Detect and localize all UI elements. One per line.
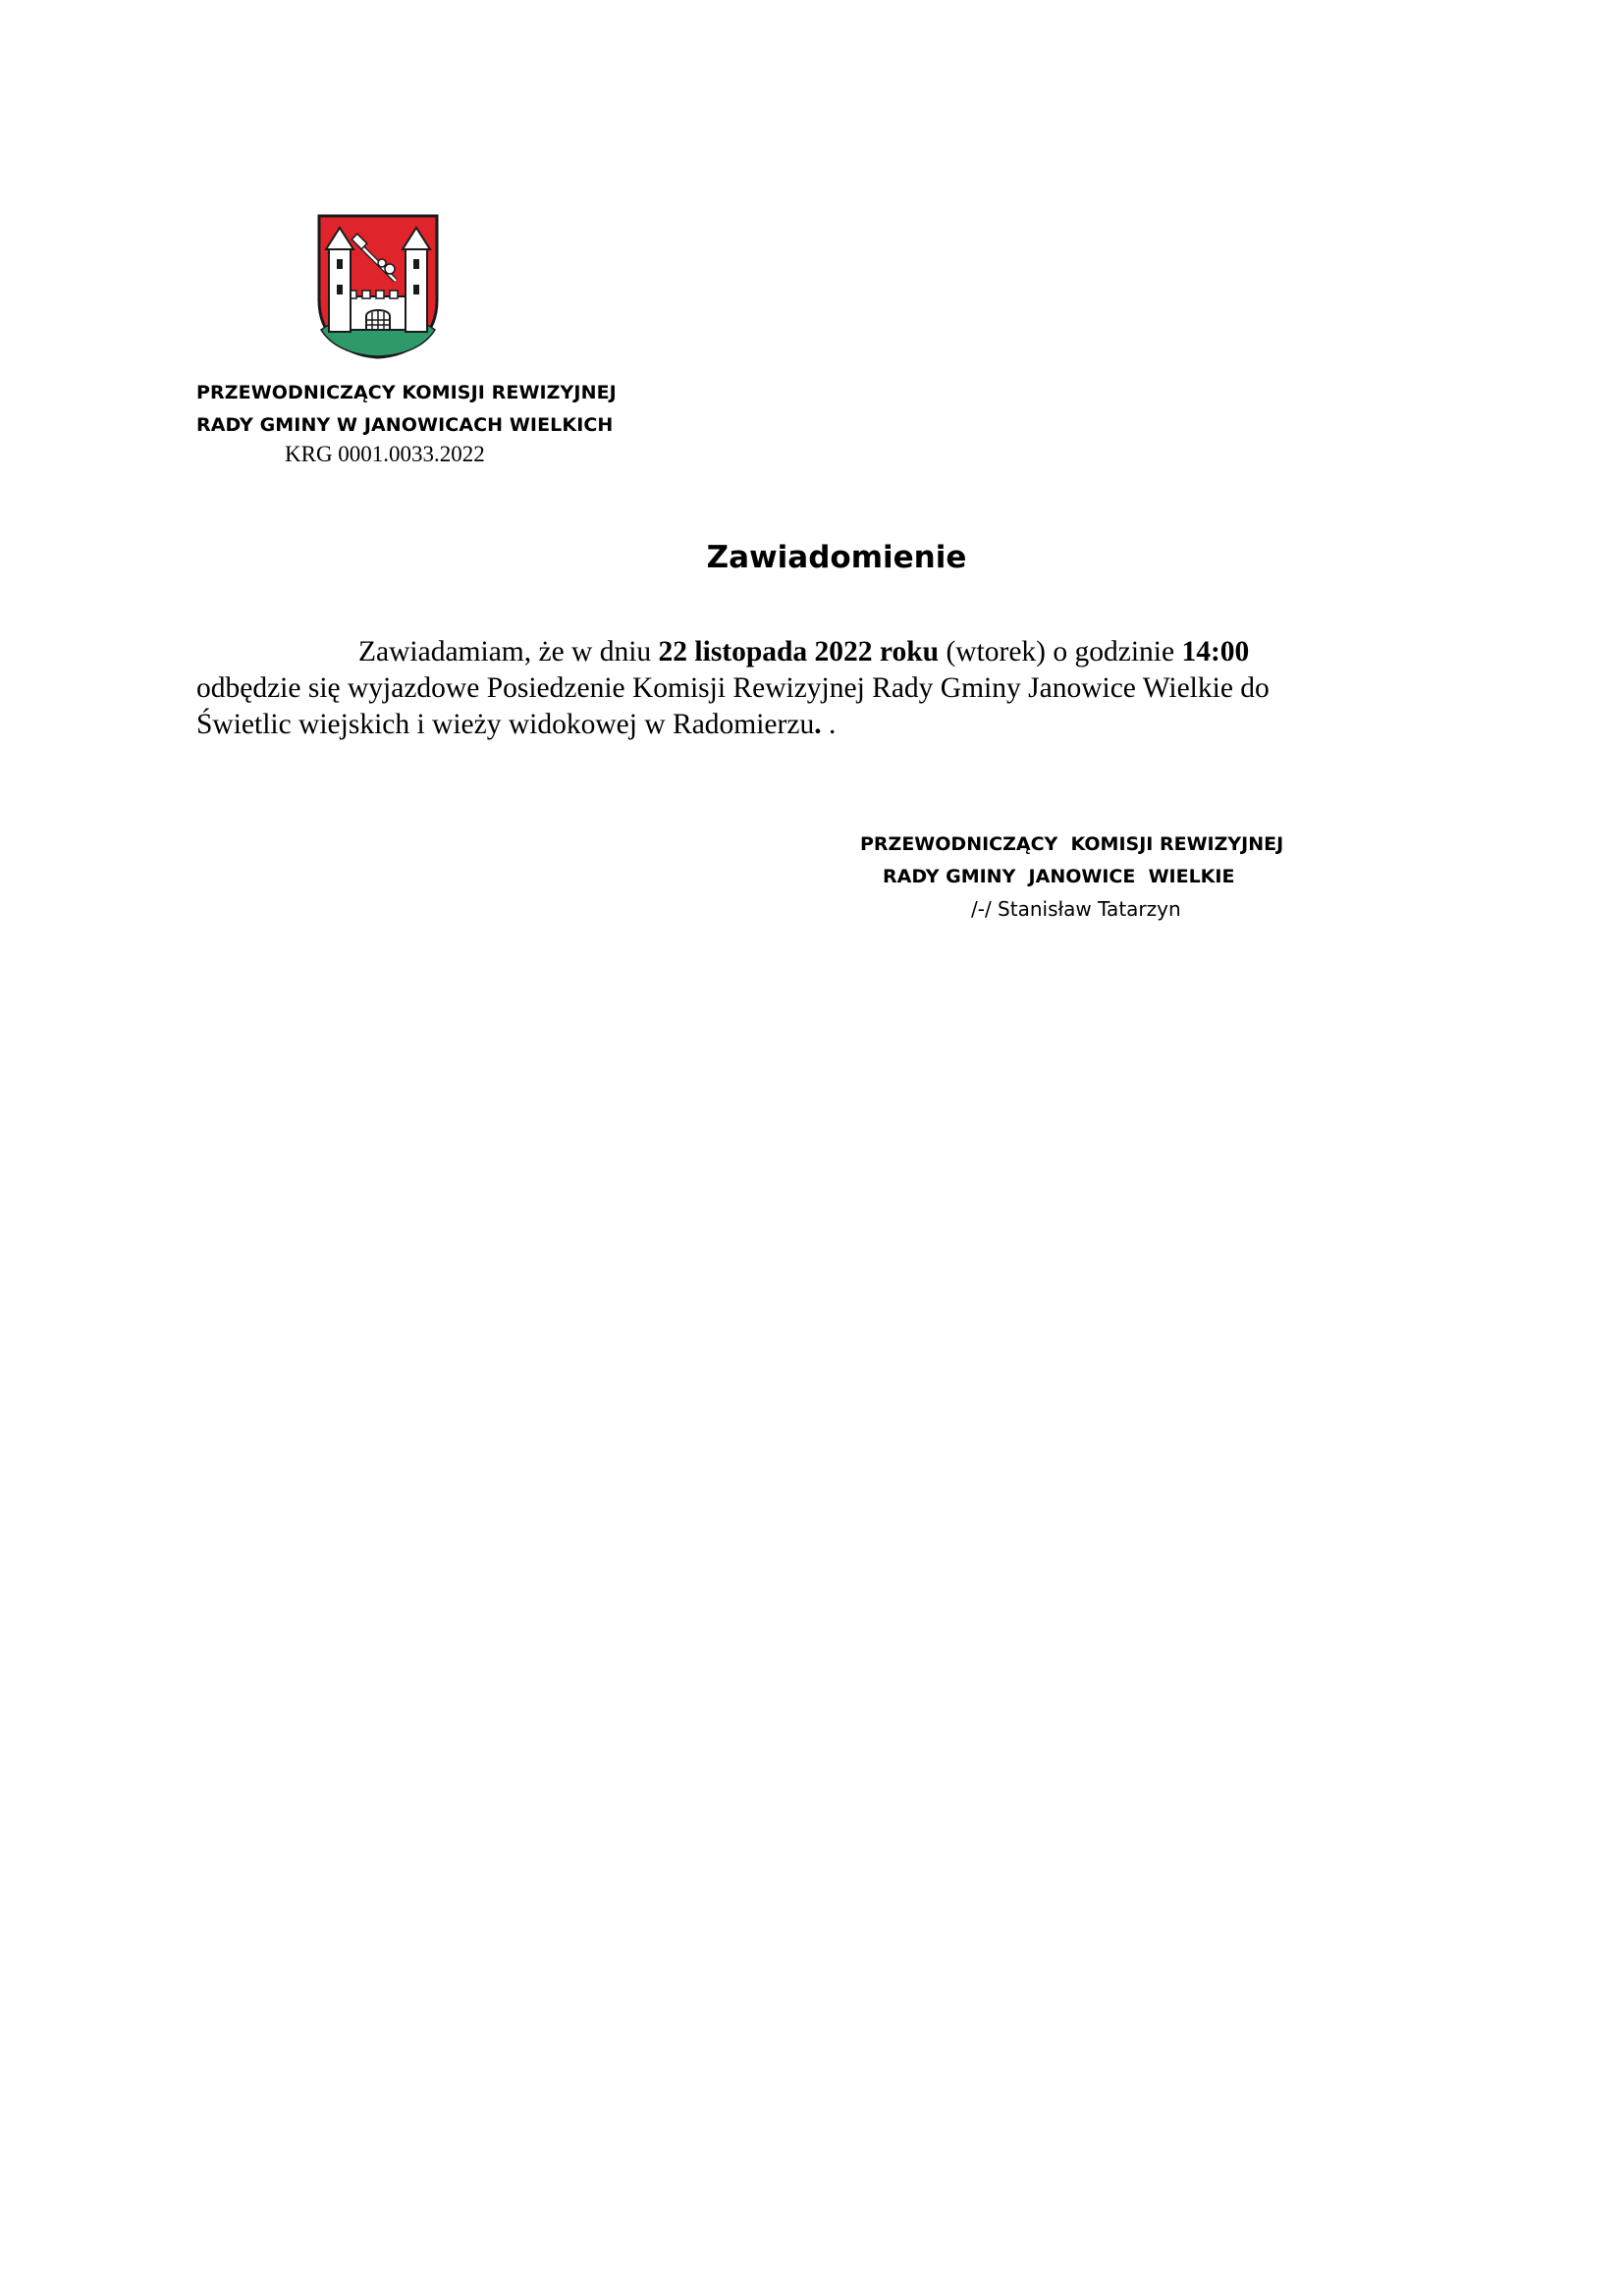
issuer-header (196, 377, 617, 442)
notice-bold-dot: . (814, 709, 822, 740)
signatory-name: /-/ Stanisław Tatarzyn (971, 897, 1181, 921)
issuer-title-line-2: RADY GMINY W JANOWICACH WIELKICH (196, 414, 614, 436)
notice-body (196, 634, 1434, 743)
issuer-title-line-1: PRZEWODNICZĄCY KOMISJI REWIZYJNEJ (196, 382, 617, 403)
signature-title-line-2: RADY GMINY JANOWICE WIELKIE (883, 866, 1235, 887)
meeting-time: 14:00 (1181, 636, 1250, 667)
notice-text: Świetlic wiejskich i wieży widokowej w Radomierzu (196, 709, 815, 740)
reference-number: KRG 0001.0033.2022 (285, 442, 485, 466)
signature-block (860, 828, 1283, 926)
notice-line-1 (196, 634, 1434, 670)
meeting-date: 22 listopada 2022 roku (658, 636, 940, 667)
notice-text: (wtorek) o godzinie (939, 636, 1182, 667)
notice-text: Zawiadamiam, że w dniu (358, 636, 659, 667)
notice-text: . (821, 709, 837, 740)
notice-line-3 (196, 707, 1434, 743)
document-title: Zawiadomienie (706, 540, 967, 575)
notice-line-2: odbędzie się wyjazdowe Posiedzenie Komisji Rewizyjnej Rady Gminy Janowice Wielkie do (196, 672, 1270, 704)
coat-of-arms-icon (315, 214, 441, 359)
signature-title-line-1: PRZEWODNICZĄCY KOMISJI REWIZYJNEJ (860, 833, 1284, 855)
